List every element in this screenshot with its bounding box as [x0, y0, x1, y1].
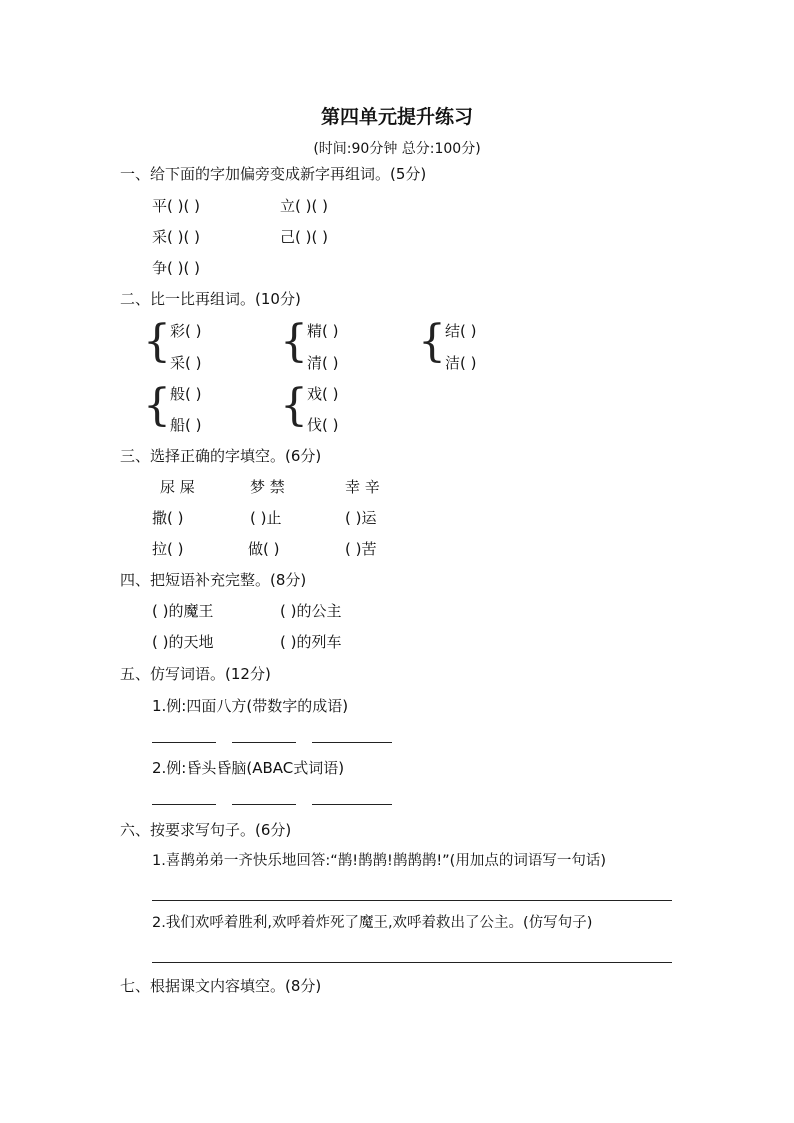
- s2-item: 彩( ): [170, 322, 202, 340]
- brace-icon: {: [280, 316, 308, 367]
- s1-item: 己( )( ): [280, 228, 328, 246]
- s3-item: 撒( ): [152, 509, 184, 527]
- s3-options: 尿 屎: [160, 478, 195, 496]
- s2-item: 般( ): [170, 385, 202, 403]
- s2-item: 船( ): [170, 416, 202, 434]
- s2-item: 精( ): [307, 322, 339, 340]
- s5-question: 2.例:昏头昏脑(ABAC式词语): [152, 759, 345, 777]
- section-3-heading: 三、选择正确的字填空。(6分): [120, 447, 322, 465]
- s3-item: ( )止: [250, 509, 282, 527]
- section-4-heading: 四、把短语补充完整。(8分): [120, 571, 307, 589]
- answer-line: [312, 742, 392, 743]
- s6-question: 2.我们欢呼着胜利,欢呼着炸死了魔王,欢呼着救出了公主。(仿写句子): [152, 915, 593, 931]
- s1-item: 争( )( ): [152, 259, 200, 277]
- s2-item: 戏( ): [307, 385, 339, 403]
- s4-item: ( )的公主: [280, 602, 342, 620]
- s3-options: 幸 辛: [345, 478, 380, 496]
- section-7-heading: 七、根据课文内容填空。(8分): [120, 977, 322, 995]
- section-5-heading: 五、仿写词语。(12分): [120, 665, 271, 683]
- brace-icon: {: [143, 316, 171, 367]
- answer-line: [152, 742, 216, 743]
- section-6-heading: 六、按要求写句子。(6分): [120, 821, 292, 839]
- s3-item: ( )苦: [345, 540, 377, 558]
- brace-icon: {: [143, 380, 171, 431]
- s3-options: 梦 禁: [250, 478, 285, 496]
- section-1-heading: 一、给下面的字加偏旁变成新字再组词。(5分): [120, 165, 427, 183]
- brace-icon: {: [418, 316, 446, 367]
- s6-question: 1.喜鹊弟弟一齐快乐地回答:“鹊!鹊鹊!鹊鹊鹊!”(用加点的词语写一句话): [152, 853, 606, 869]
- s2-item: 采( ): [170, 354, 202, 372]
- brace-icon: {: [280, 380, 308, 431]
- s2-item: 伐( ): [307, 416, 339, 434]
- section-2-heading: 二、比一比再组词。(10分): [120, 290, 301, 308]
- exam-info: (时间:90分钟 总分:100分): [313, 141, 481, 157]
- s2-item: 洁( ): [445, 354, 477, 372]
- s1-item: 立( )( ): [280, 197, 328, 215]
- s3-item: 做( ): [248, 540, 280, 558]
- s3-item: 拉( ): [152, 540, 184, 558]
- s5-question: 1.例:四面八方(带数字的成语): [152, 697, 349, 715]
- answer-line: [152, 900, 672, 901]
- s4-item: ( )的列车: [280, 633, 342, 651]
- s2-item: 结( ): [445, 322, 477, 340]
- answer-line: [312, 804, 392, 805]
- answer-line: [152, 804, 216, 805]
- answer-line: [232, 804, 296, 805]
- page-title: 第四单元提升练习: [320, 106, 473, 128]
- s4-item: ( )的魔王: [152, 602, 214, 620]
- answer-line: [152, 962, 672, 963]
- s4-item: ( )的天地: [152, 633, 214, 651]
- s2-item: 清( ): [307, 354, 339, 372]
- s1-item: 采( )( ): [152, 228, 200, 246]
- s3-item: ( )运: [345, 509, 377, 527]
- answer-line: [232, 742, 296, 743]
- s1-item: 平( )( ): [152, 197, 200, 215]
